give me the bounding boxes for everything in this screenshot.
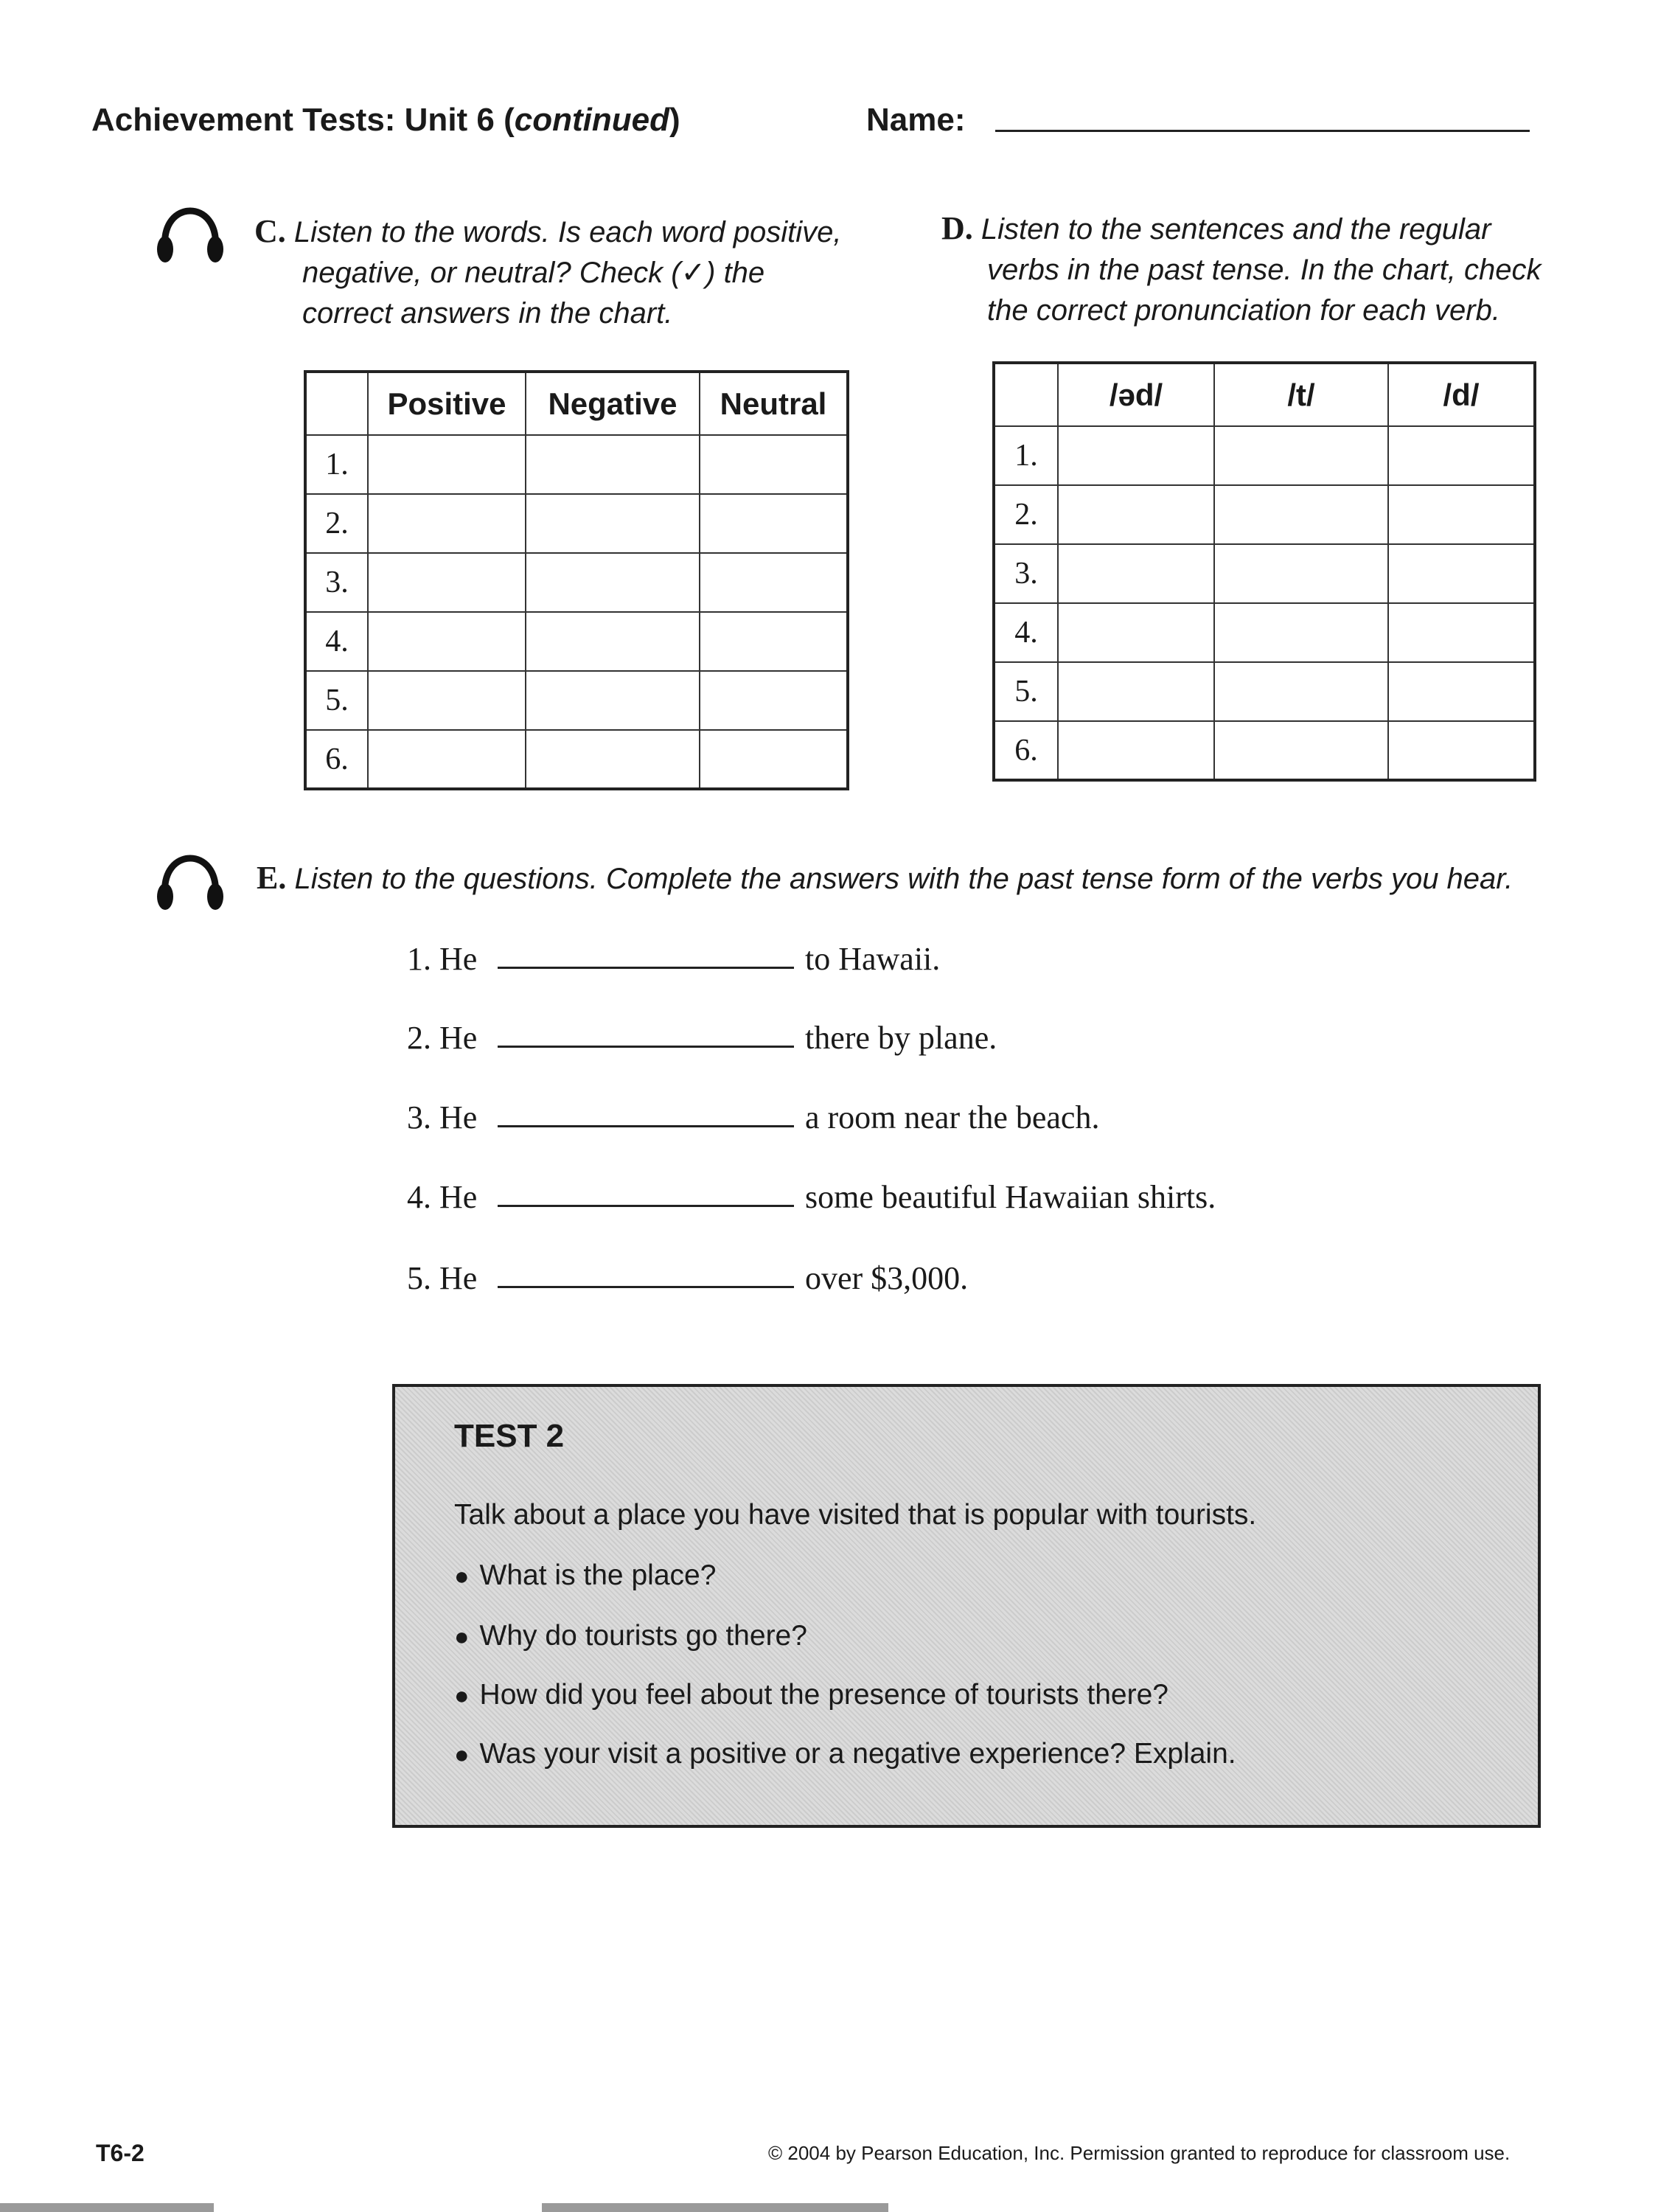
table-row: [305, 553, 848, 612]
scan-edge-mark: [0, 2203, 214, 2212]
section-d-instructions: D. Listen to the sentences and the regular verbs in the past tense. In the chart, check the correct pronunciation for each verb.: [941, 210, 1542, 327]
check-cell[interactable]: [1058, 485, 1214, 544]
scan-edge-mark: [542, 2203, 888, 2212]
table-row: [305, 730, 848, 789]
table-row: [994, 485, 1535, 544]
check-cell[interactable]: [700, 612, 848, 671]
check-cell[interactable]: [700, 494, 848, 553]
page-title: Achievement Tests: Unit 6 (continued): [91, 102, 680, 138]
table-row: [305, 612, 848, 671]
list-item: ● What is the place?: [454, 1559, 717, 1591]
check-cell[interactable]: [1388, 485, 1535, 544]
list-item: ● Why do tourists go there?: [454, 1620, 807, 1652]
check-cell[interactable]: [526, 730, 700, 789]
test-2-prompt: Talk about a place you have visited that is popular with tourists.: [454, 1499, 1257, 1531]
column-header: /əd/: [1058, 363, 1214, 426]
check-cell[interactable]: [368, 494, 526, 553]
check-cell[interactable]: [700, 435, 848, 494]
list-item: ● Was your visit a positive or a negative experience? Explain.: [454, 1738, 1236, 1770]
check-cell[interactable]: [1058, 544, 1214, 603]
item-suffix: there by plane.: [805, 1020, 997, 1056]
table-row: [305, 435, 848, 494]
table-row: [994, 662, 1535, 721]
item-prefix: 3. He: [407, 1099, 478, 1135]
section-c-instructions: C. Listen to the words. Is each word positive, negative, or neutral? Check (✓) the correct answers in the chart.: [254, 213, 842, 330]
table-row: [994, 426, 1535, 485]
section-e-instructions: E. Listen to the questions. Complete the answers with the past tense form of the verbs you hear.: [257, 860, 1513, 896]
row-number: 1.: [994, 426, 1058, 485]
table-row: [305, 671, 848, 730]
item-prefix: 4. He: [407, 1179, 478, 1215]
section-d-chart: [992, 361, 1536, 782]
row-number: 1.: [305, 435, 368, 494]
item-suffix: to Hawaii.: [805, 941, 941, 977]
check-cell[interactable]: [1058, 426, 1214, 485]
row-number: 6.: [994, 721, 1058, 780]
table-corner: [994, 363, 1058, 426]
item-prefix: 5. He: [407, 1260, 478, 1296]
check-cell[interactable]: [1058, 603, 1214, 662]
column-header: Neutral: [700, 372, 848, 435]
section-e-letter: E.: [257, 860, 287, 896]
row-number: 4.: [994, 603, 1058, 662]
column-header: Positive: [368, 372, 526, 435]
section-c-letter: C.: [254, 213, 286, 249]
check-cell[interactable]: [1214, 721, 1388, 780]
check-cell[interactable]: [700, 730, 848, 789]
check-cell[interactable]: [526, 435, 700, 494]
check-cell[interactable]: [1214, 485, 1388, 544]
row-number: 2.: [994, 485, 1058, 544]
check-cell[interactable]: [526, 671, 700, 730]
row-number: 3.: [994, 544, 1058, 603]
row-number: 5.: [305, 671, 368, 730]
test-2-title: TEST 2: [454, 1418, 565, 1454]
row-number: 5.: [994, 662, 1058, 721]
table-corner: [305, 372, 368, 435]
table-row: [305, 494, 848, 553]
check-cell[interactable]: [1388, 426, 1535, 485]
page-number: T6-2: [96, 2140, 144, 2166]
check-cell[interactable]: [700, 671, 848, 730]
item-suffix: a room near the beach.: [805, 1099, 1100, 1135]
table-row: [994, 603, 1535, 662]
item-suffix: some beautiful Hawaiian shirts.: [805, 1179, 1216, 1215]
bullet-icon: ●: [454, 1562, 470, 1590]
check-cell[interactable]: [368, 612, 526, 671]
check-cell[interactable]: [1214, 662, 1388, 721]
row-number: 2.: [305, 494, 368, 553]
check-cell[interactable]: [1058, 662, 1214, 721]
check-cell[interactable]: [1388, 603, 1535, 662]
check-cell[interactable]: [368, 435, 526, 494]
table-row: [994, 721, 1535, 780]
check-cell[interactable]: [1214, 426, 1388, 485]
test-2-box: [392, 1384, 1541, 1828]
answer-blank[interactable]: [498, 1205, 794, 1207]
column-header: /t/: [1214, 363, 1388, 426]
check-cell[interactable]: [368, 730, 526, 789]
section-c-chart: [304, 370, 849, 790]
check-cell[interactable]: [1388, 721, 1535, 780]
check-cell[interactable]: [1214, 603, 1388, 662]
check-cell[interactable]: [526, 494, 700, 553]
item-prefix: 1. He: [407, 941, 478, 977]
answer-blank[interactable]: [498, 1125, 794, 1127]
check-cell[interactable]: [1388, 544, 1535, 603]
column-header: Negative: [526, 372, 700, 435]
check-cell[interactable]: [526, 553, 700, 612]
check-cell[interactable]: [526, 612, 700, 671]
answer-blank[interactable]: [498, 1286, 794, 1288]
table-row: [994, 544, 1535, 603]
column-header: /d/: [1388, 363, 1535, 426]
check-cell[interactable]: [700, 553, 848, 612]
item-suffix: over $3,000.: [805, 1260, 969, 1296]
bullet-icon: ●: [454, 1682, 470, 1710]
row-number: 3.: [305, 553, 368, 612]
headphones-icon: [155, 854, 226, 913]
check-cell[interactable]: [1214, 544, 1388, 603]
copyright-notice: © 2004 by Pearson Education, Inc. Permission granted to reproduce for classroom use.: [768, 2142, 1511, 2164]
check-cell[interactable]: [368, 671, 526, 730]
row-number: 6.: [305, 730, 368, 789]
list-item: ● How did you feel about the presence of tourists there?: [454, 1679, 1168, 1711]
check-cell[interactable]: [368, 553, 526, 612]
answer-blank[interactable]: [498, 1046, 794, 1048]
section-d-letter: D.: [941, 210, 973, 246]
item-prefix: 2. He: [407, 1020, 478, 1056]
bullet-icon: ●: [454, 1741, 470, 1769]
headphones-icon: [155, 206, 226, 265]
name-label: Name:: [866, 102, 966, 138]
name-blank-line[interactable]: [995, 130, 1530, 132]
check-cell[interactable]: [1058, 721, 1214, 780]
check-cell[interactable]: [1388, 662, 1535, 721]
bullet-icon: ●: [454, 1623, 470, 1651]
answer-blank[interactable]: [498, 967, 794, 969]
row-number: 4.: [305, 612, 368, 671]
